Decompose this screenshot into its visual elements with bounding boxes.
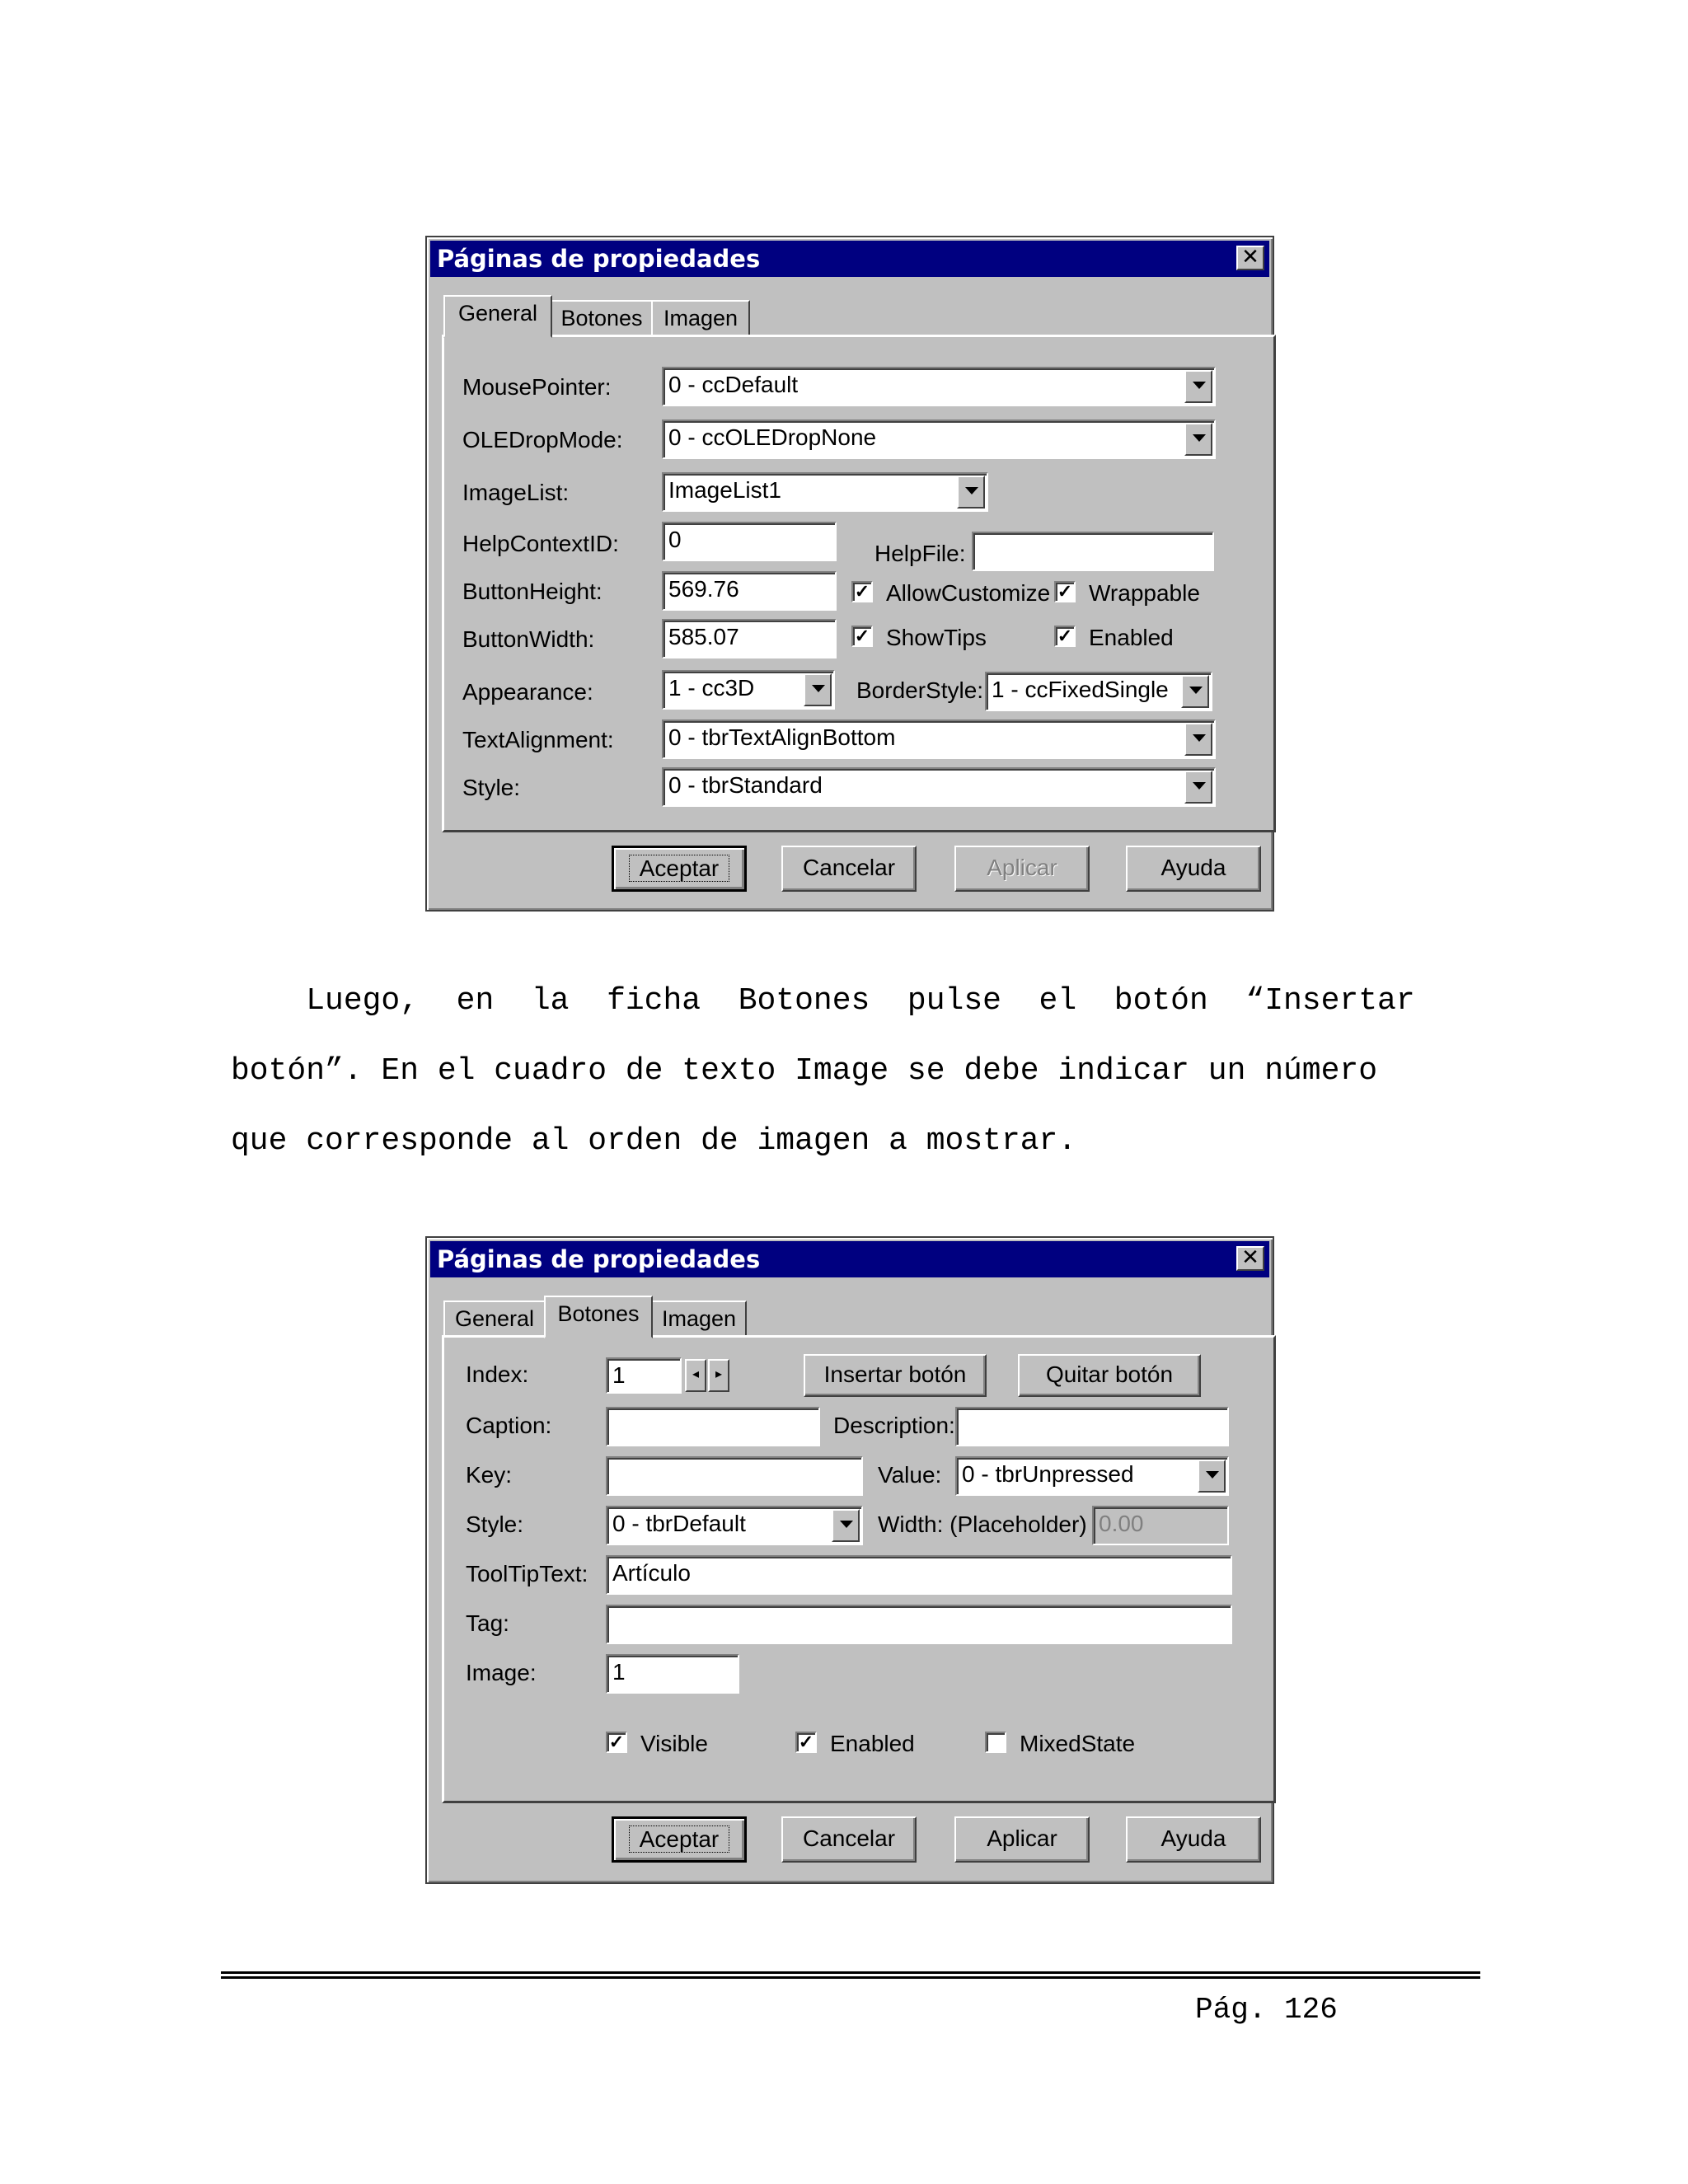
cancel-button[interactable]: Cancelar: [781, 846, 917, 892]
label-oledropmode: OLEDropMode:: [462, 427, 623, 452]
oledropmode-select[interactable]: [662, 419, 1216, 459]
label-buttonheight: ButtonHeight:: [462, 579, 603, 604]
label-image: Image:: [466, 1660, 537, 1685]
dialog-titlebar: [430, 241, 1269, 277]
enabled-checkbox[interactable]: ✓: [795, 1732, 817, 1753]
label-appearance: Appearance:: [462, 679, 593, 705]
key-input[interactable]: [606, 1456, 863, 1496]
page-number: Pág. 126: [1195, 1993, 1338, 2027]
ok-label: Aceptar: [629, 855, 730, 882]
label-width: Width: (Placeholder): [878, 1511, 1087, 1537]
label-textalignment: TextAlignment:: [462, 727, 614, 752]
caption-input[interactable]: [606, 1407, 820, 1446]
chevron-down-icon[interactable]: [957, 476, 985, 509]
ok-button[interactable]: [612, 846, 747, 892]
dialog-titlebar: [430, 1241, 1269, 1277]
index-decrement-button[interactable]: ◂: [685, 1359, 706, 1392]
width-input[interactable]: 0.00: [1092, 1506, 1229, 1545]
paragraph-line-2: botón”. En el cuadro de texto Image se debe indicar un número: [231, 1053, 1378, 1089]
wrappable-checkbox[interactable]: ✓: [1054, 581, 1076, 602]
chevron-down-icon[interactable]: [1184, 771, 1212, 804]
style-value: 0 - tbrDefault: [612, 1511, 746, 1536]
apply-button[interactable]: Aplicar: [954, 846, 1090, 892]
helpcontextid-input[interactable]: 0: [662, 522, 837, 561]
label-imagelist: ImageList:: [462, 480, 570, 505]
close-icon[interactable]: ✕: [1236, 1246, 1264, 1271]
label-mousepointer: MousePointer:: [462, 374, 612, 400]
textalignment-value: 0 - tbrTextAlignBottom: [668, 724, 896, 750]
help-button[interactable]: Ayuda: [1126, 1816, 1261, 1863]
label-helpcontextid: HelpContextID:: [462, 531, 619, 556]
appearance-select[interactable]: [662, 670, 835, 710]
image-input[interactable]: 1: [606, 1654, 739, 1694]
dialog-title: Páginas de propiedades: [437, 245, 761, 273]
appearance-value: 1 - cc3D: [668, 675, 755, 701]
remove-button-button[interactable]: Quitar botón: [1018, 1354, 1201, 1397]
cancel-button[interactable]: Cancelar: [781, 1816, 917, 1863]
helpfile-input[interactable]: [972, 532, 1214, 571]
buttonwidth-input[interactable]: 585.07: [662, 619, 837, 658]
close-icon[interactable]: ✕: [1236, 246, 1264, 270]
ok-button[interactable]: [612, 1816, 747, 1863]
chevron-down-icon[interactable]: [1181, 675, 1209, 708]
visible-checkbox[interactable]: ✓: [606, 1732, 627, 1753]
description-input[interactable]: [955, 1407, 1229, 1446]
enabled-label: Enabled: [830, 1731, 915, 1756]
properties-dialog-botones: [425, 1236, 1274, 1884]
label-description: Description:: [833, 1413, 955, 1438]
tab-general[interactable]: General: [443, 295, 552, 338]
apply-button[interactable]: Aplicar: [954, 1816, 1090, 1863]
showtips-label: ShowTips: [886, 625, 987, 650]
imagelist-value: ImageList1: [668, 477, 781, 503]
label-buttonwidth: ButtonWidth:: [462, 626, 595, 652]
borderstyle-value: 1 - ccFixedSingle: [992, 677, 1169, 702]
buttonheight-input[interactable]: 569.76: [662, 571, 837, 611]
style-select[interactable]: [662, 767, 1216, 807]
label-key: Key:: [466, 1462, 513, 1488]
index-input[interactable]: 1: [606, 1357, 682, 1394]
body-paragraph: [231, 966, 1467, 1176]
mixedstate-label: MixedState: [1020, 1731, 1136, 1756]
label-value: Value:: [878, 1462, 942, 1488]
wrappable-label: Wrappable: [1089, 580, 1200, 606]
allowcustomize-checkbox[interactable]: ✓: [851, 581, 873, 602]
showtips-checkbox[interactable]: ✓: [851, 626, 873, 647]
style-select[interactable]: [606, 1506, 863, 1545]
label-tag: Tag:: [466, 1610, 509, 1636]
textalignment-select[interactable]: [662, 719, 1216, 759]
chevron-down-icon[interactable]: [1184, 423, 1212, 456]
imagelist-select[interactable]: [662, 472, 988, 512]
mousepointer-select[interactable]: [662, 367, 1216, 406]
enabled-checkbox[interactable]: ✓: [1054, 626, 1076, 647]
footer-rule-bottom: [221, 1976, 1480, 1979]
value-value: 0 - tbrUnpressed: [962, 1461, 1134, 1487]
tooltiptext-input[interactable]: Artículo: [606, 1555, 1232, 1595]
help-button[interactable]: Ayuda: [1126, 846, 1261, 892]
tab-botones[interactable]: Botones: [551, 300, 653, 336]
insert-button-button[interactable]: Insertar botón: [804, 1354, 987, 1397]
footer-rule-top: [221, 1971, 1480, 1974]
value-select[interactable]: [955, 1456, 1229, 1496]
tab-imagen[interactable]: Imagen: [651, 1301, 747, 1337]
label-style: Style:: [466, 1511, 524, 1537]
chevron-down-icon[interactable]: [1184, 370, 1212, 403]
tab-botones[interactable]: Botones: [544, 1296, 653, 1338]
label-style: Style:: [462, 775, 521, 800]
chevron-down-icon[interactable]: [1184, 723, 1212, 756]
label-helpfile: HelpFile:: [874, 541, 966, 566]
dialog-title: Páginas de propiedades: [437, 1245, 761, 1273]
tab-general[interactable]: General: [443, 1301, 546, 1337]
ok-label: Aceptar: [629, 1825, 730, 1853]
visible-label: Visible: [640, 1731, 708, 1756]
mousepointer-value: 0 - ccDefault: [668, 372, 799, 397]
label-borderstyle: BorderStyle:: [856, 677, 984, 703]
properties-dialog-general: [425, 236, 1274, 912]
chevron-down-icon[interactable]: [804, 673, 832, 706]
enabled-label: Enabled: [1089, 625, 1174, 650]
label-caption: Caption:: [466, 1413, 552, 1438]
tab-imagen[interactable]: Imagen: [651, 300, 750, 336]
index-increment-button[interactable]: ▸: [708, 1359, 729, 1392]
tag-input[interactable]: [606, 1605, 1232, 1644]
borderstyle-select[interactable]: [985, 672, 1212, 711]
oledropmode-value: 0 - ccOLEDropNone: [668, 424, 877, 450]
allowcustomize-label: AllowCustomize: [886, 580, 1051, 606]
paragraph-line-1: Luego, en la ficha Botones pulse el botón “Insertar: [231, 983, 1415, 1019]
tab-panel-general: [442, 335, 1276, 832]
chevron-down-icon[interactable]: [1198, 1460, 1226, 1493]
style-value: 0 - tbrStandard: [668, 772, 823, 798]
paragraph-line-3: que corresponde al orden de imagen a mostrar.: [231, 1123, 1077, 1159]
tab-panel-botones: [442, 1335, 1276, 1803]
label-tooltiptext: ToolTipText:: [466, 1561, 588, 1586]
label-index: Index:: [466, 1361, 529, 1387]
chevron-down-icon[interactable]: [832, 1509, 860, 1542]
mixedstate-checkbox[interactable]: [985, 1732, 1006, 1753]
